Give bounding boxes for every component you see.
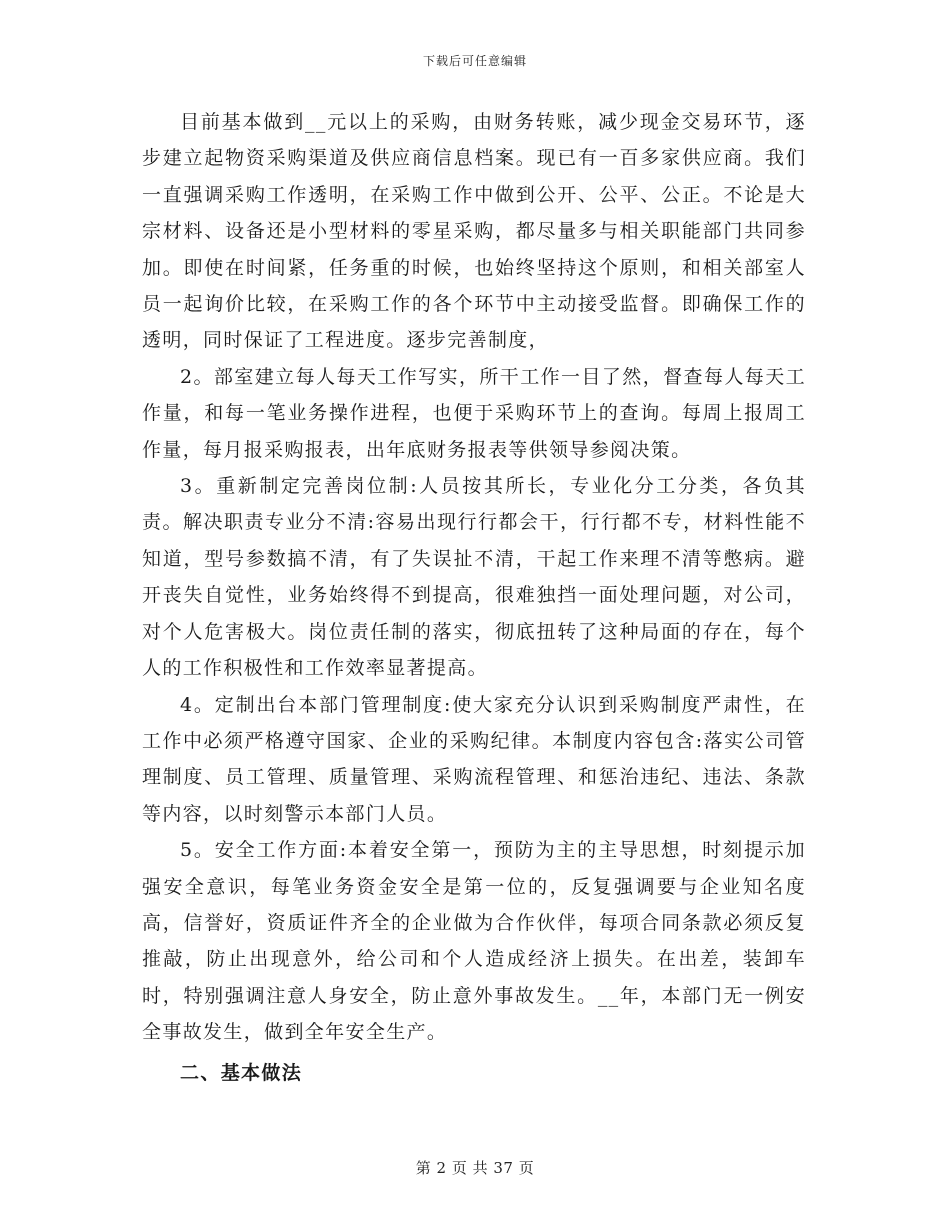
paragraph-item-5: 5。安全工作方面:本着安全第一，预防为主的主导思想，时刻提示加强安全意识，每笔业务资金安全是第一位的，反复强调要与企业知名度高，信誉好，资质证件齐全的企业做为合作伙伴，每项合同条款必须反复推敲，防止出现意外，给公司和个人造成经济上损失。在出差，装卸车时，特别强调注意人身安全，防止意外事故发生。__年，本部门无一例安全事故发生，做到全年安全生产。 bbox=[142, 839, 806, 1044]
paragraph-item-4: 4。定制出台本部门管理制度:使大家充分认识到采购制度严肃性，在工作中必须严格遵守国家、企业的采购纪律。本制度内容包含:落实公司管理制度、员工管理、质量管理、采购流程管理、和惩治违纪、违法、条款等内容，以时刻警示本部门人员。 bbox=[142, 693, 806, 825]
document-body bbox=[142, 104, 806, 1091]
paragraph-procurement-transparency: 目前基本做到__元以上的采购，由财务转账，减少现金交易环节，逐步建立起物资采购渠道及供应商信息档案。现已有一百多家供应商。我们一直强调采购工作透明，在采购工作中做到公开、公平、公正。不论是大宗材料、设备还是小型材料的零星采购，都尽量多与相关职能部门共同参加。即使在时间紧，任务重的时候，也始终坚持这个原则，和相关部室人员一起询价比较，在采购工作的各个环节中主动接受监督。即确保工作的透明，同时保证了工程进度。逐步完善制度， bbox=[142, 111, 806, 352]
section-heading: 二、基本做法 bbox=[180, 1061, 303, 1084]
page-header: 下载后可任意编辑 bbox=[422, 54, 527, 68]
paragraph-item-2: 2。部室建立每人每天工作写实，所干工作一目了然，督查每人每天工作量，和每一笔业务操作进程，也便于采购环节上的查询。每周上报周工作量，每月报采购报表，出年底财务报表等供领导参阅决策。 bbox=[142, 365, 806, 461]
paragraph-item-3: 3。重新制定完善岗位制:人员按其所长，专业化分工分类，各负其责。解决职责专业分不清:容易出现行行都会干，行行都不专，材料性能不知道，型号参数搞不清，有了失误扯不清，干起工作来理不清等憋病。避开丧失自觉性，业务始终得不到提高，很难独挡一面处理问题，对公司，对个人危害极大。岗位责任制的落实，彻底扭转了这种局面的存在，每个人的工作积极性和工作效率显著提高。 bbox=[142, 475, 806, 680]
page-footer: 第 2 页 共 37 页 bbox=[415, 1159, 535, 1177]
